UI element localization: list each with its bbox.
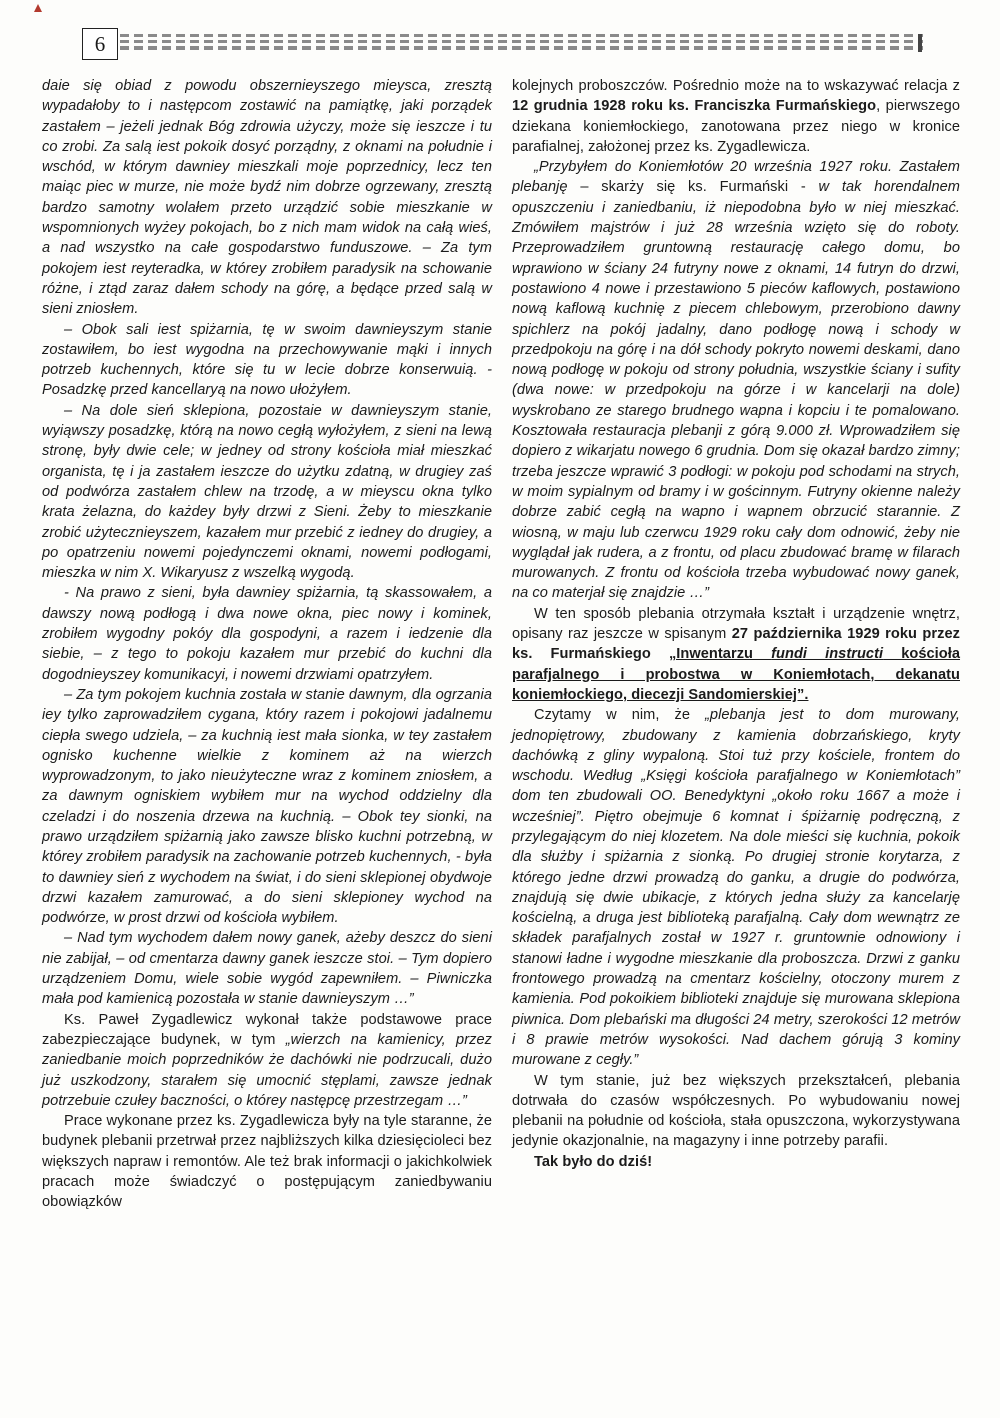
right-paragraph-2-quote-start: „Przybyłem do Koniemłotów 20 września 1927 roku. Zastałem plebanję [512,159,960,196]
corner-mark-icon [34,4,42,12]
left-paragraph-3: – Na dole sień sklepiona, pozostaie w dawnieyszym stanie, wyiąwszy posadzkę, którą na nowo cegłą wyłożyłem, z sieni na lewą stronę, były dwie cele; w jedney od strony kościoła miał mieszkać organista, tę i ja zastałem ieszcze do użytku zdatną, w drugiey zaś od podwórza zastałem chlew na trzodę, a w mieyscu okna tylko krata żelazna, do każdey były drzwi z Sieni. Żeby to mieszkanie zrobić użytecznieyszem, kazałem mur przebić z iedney do drugiey, a po opatrzeniu nowemi pojedynczemi oknami, nowemi podłogami, mieszka w nim X. Wikaryusz z wszelką wygodą. [42,402,492,582]
right-paragraph-2 [512,157,960,604]
header-dashed-rule [120,34,923,50]
right-paragraph-4 [512,705,960,1070]
right-paragraph-3-title-italic: fundi instructi [771,646,884,663]
right-paragraph-2-quote: w tak horendalnem opuszczeniu i zaniedbaniu, iż niepodobna było w niej mieszkać. Zmówiłem majstrów i już 28 września wzięto się do roboty. Przeprowadziłem gruntowną restaurację całego domu, bo wprawiono w ściany 24 futryny nowe z oknami, 14 futryn do drzwi, postawiono 4 nowe i przestawiono 5 pieców kaflowych, postawiono nową kaflową kuchnię z piecem chlebowym, przerobiono dawny spichlerz na pokój jadalny, dano podłogę nową i schody w przedpokoju na górę i na dół schody pokryto nowemi deskami, dano nową podłogę w pokoju od strony południa, wszystkie ściany i sufity (dwa nowe: w przedpokoju na górze i w kancelarji na dole) wyskrobano ze starego brudnego wapna i kopciu i te pomalowano. Kosztowała restauracja plebanji z górą 9.000 zł. Wprowadziłem się dopiero z wikarjatu nowego 6 grudnia. Dom się okazał bardzo zimny; trzeba jeszcze wprawić 3 podłogi: w pokoju pod schodami na strych, w moim sypialnym od bramy i w gościnnym. Futryny okienne należy dobrze zabić cegłą na wapno i wapnem obrzucić starannie. Z wiosną, w maju lub czerwcu 1929 roku cały dom odnowić, żeby nie wyglądał jak rudera, a z frontu, od placu zbudować bramę w filarach murowanych. Z frontu od kościoła trzeba wybudować nowy ganek, na co materjał się znajdzie …” [512,179,960,602]
header-rule-end-cap [918,34,922,52]
right-paragraph-1 [512,76,960,157]
right-paragraph-2-aside: – skarży się ks. Furmański - [567,179,819,196]
left-paragraph-8: Prace wykonane przez ks. Zygadlewicza były na tyle staranne, że budynek plebanii przetrwał przez najbliższych kilka dziesięcioleci bez większych napraw i remontów. Ale też brak informacji o jakichkolwiek pracach może świadczyć o postępującym zaniedbywaniu obowiązków [42,1113,492,1211]
left-paragraph-4: - Na prawo z sieni, była dawniey spiżarnia, tą skassowałem, a dawszy nową podłogą i dwa nowe okna, piec nowy i kominek, zrobiłem wygodny pokóy dla gospodyni, a razem i iedzenie dla siebie, – z tego to pokoju kazałem mur przebić do kuchni dla dogodnieyszey komunikacyi, i nowemi drzwiami opatrzyłem. [42,585,492,683]
right-closing-line: Tak było do dziś! [534,1153,653,1170]
left-paragraph-5: – Za tym pokojem kuchnia została w stanie dawnym, dla ogrzania iey tylko zaprowadziłem cygana, który razem i pokojowi jadalnemu ciepła swego udziela, – za kuchnią iest mała sionka, w tey zastałem ognisko kuchenne wielkie z kominem aż na wierzch wyprowadzonym, to jako nieużyteczne wraz z kominem zniosłem, a za dawnym ogniskiem wybiłem mur na wychod oddzielny dla czeladzi i do noszenia drzewa na kuchnią. – Obok tey sionki, na prawo urządziłem spiżarnią jako zawsze blisko kuchni potrzebną, w którey zrobiłem paradysik na zachowanie potrzeb kuchennych, - była to dawniey sień z wychodem na świat, i do sieni sklepionej obydwoje drzwi kazałem zamurować, a do sieni sklepioney wychod na podwórze, w prost drzwi od kościoła wybiłem. [42,686,492,927]
right-paragraph-3-text: W ten sposób plebania otrzymała kształt i urządzenie wnętrz, opisany raz jeszcze w spisanym [512,605,960,643]
right-paragraph-3-title-end: kościoła parafjalnego i probostwa w Koniemłotach, dekanatu koniemłockiego, diecezji Sandomierskiej”. [512,646,961,703]
left-paragraph-1: daie się obiad z powodu obszernieyszego mieysca, zresztą wypadałoby to i następcom zostawić na pamiątkę, jaki porządek zastałem – jeżeli jednak Bóg zdrowia użyczy, może się ieszcze i tu co zrobi. Za salą iest pokoik dosyć porządny, z oknami na południe i wschód, w którym dawniey mieszkali moje poprzednicy, lecz ten maiąc piec w murze, nie może bydź nim dobrze ogrzewany, zresztą bardzo samotny wolałem przeto urządzić sobie mieszkanie w wspomnionych wyżey pokojach, bo z nich mam widok na całą wieś, a nad wszystko na całe gospodarstwo funduszowe. – Za tym pokojem iest reyteradka, w którey zrobiłem paradysik na schowanie różne, i ztąd zaraz dałem schody na górę, a będące przed salą w sieni zniosłem. [42,78,492,318]
left-paragraph-7 [42,1010,492,1111]
right-column [512,76,960,1172]
right-paragraph-4-quote: „plebanja jest to dom murowany, jednopiętrowy, zbudowany z kamienia dobrzańskiego, kryty dachówką z gliny wypaloną. Stoi tuż przy kościele, frontem do wschodu. Według „Księgi kościoła parafjalnego w Koniemłotach” dom ten zbudowali OO. Benedyktyni „około roku 1667 a może i wcześniej”. Piętro obejmuje 6 komnat i śpiżarnię podręczną, z przylegającym do niej klozetem. Na dole mieści się kuchnia, pokoik dla służby i spiżarnia z sionką. Po drugiej stronie korytarza, z którego jedne drzwi prowadzą do ganku, a drugie do podwórza, znajdują się dwie ubikacje, z których jedna służy za kancelarję kościelną, a druga jest biblioteką parafjalną. Cały dom wewnątrz ze składek parafjalnych został w 1927 r. gruntownie odnowiony i stanowi ładne i wygodne mieszkanie dla proboszcza. Drzwi z ganku frontowego prowadzą na cmentarz kościelny, otoczony murem z kamienia. Pod pokoikiem biblioteki znajduje się murowana sklepiona piwnica. Dom plebański ma długości 24 metry, szerokości 12 metrów i 8 prawie metrów wysokości. Nad dachem górują 3 kominy murowane z cegły.” [512,707,960,1069]
left-paragraph-2: – Obok sali iest spiżarnia, tę w swoim dawnieyszym stanie zostawiłem, bo iest wygodna na przechowywanie mąki i innych potrzeb kuchennych, które się tu w lecie dobrze konserwuią. - Posadzkę przed kancellaryą na nowo ułożyłem. [42,321,492,399]
right-paragraph-5: W tym stanie, już bez większych przekształceń, plebania dotrwała do czasów współczesnych. Po wybudowaniu nowej plebanii na południe od kościoła, stała opuszczona, wykorzystywana jedynie okazjonalnie, na magazyny i inne potrzeby parafii. [512,1072,960,1150]
right-paragraph-4-text: Czytamy w nim, że [534,707,706,724]
right-paragraph-1-text: kolejnych proboszczów. Pośrednio może na to wskazywać relacja z [512,78,960,94]
left-paragraph-7-quote: „wierzch na kamienicy, przez zaniedbanie moich poprzedników że dachówki nie podrzucali, dużo już uszkodzony, starałem się umocnić stęplami, zawsze jednak potrzebuie czułey baczności, o którey następcę przestrzegam …” [42,1031,492,1109]
right-paragraph-3-title-start: „Inwentarzu [668,646,772,663]
left-column [42,76,492,1213]
left-paragraph-7-text: Ks. Paweł Zygadlewicz wykonał także podstawowe prace zabezpieczające budynek, w tym [42,1011,492,1048]
page-number: 6 [82,28,118,60]
right-paragraph-3 [512,604,960,705]
left-paragraph-6: – Nad tym wychodem dałem nowy ganek, ażeby deszcz do sieni nie zabijał, – od cmentarza dawny ganek ieszcze stoi. – Tym dopiero urządzeniem Domu, wiele sobie wygód zapewniłem. – Piwniczka mała pod kamienicą pozostała w stanie dawnieyszym …” [42,930,492,1008]
right-paragraph-3-bold-date: 27 października 1929 roku przez ks. Furmańskiego [512,626,960,663]
right-paragraph-1-bold: 12 grudnia 1928 roku ks. Franciszka Furmańskiego [512,98,877,115]
right-paragraph-1-tail: , pierwszego dziekana koniemłockiego, zanotowana przez niego w kronice parafialnej, założonej przez ks. Zygadlewicza. [512,98,960,155]
